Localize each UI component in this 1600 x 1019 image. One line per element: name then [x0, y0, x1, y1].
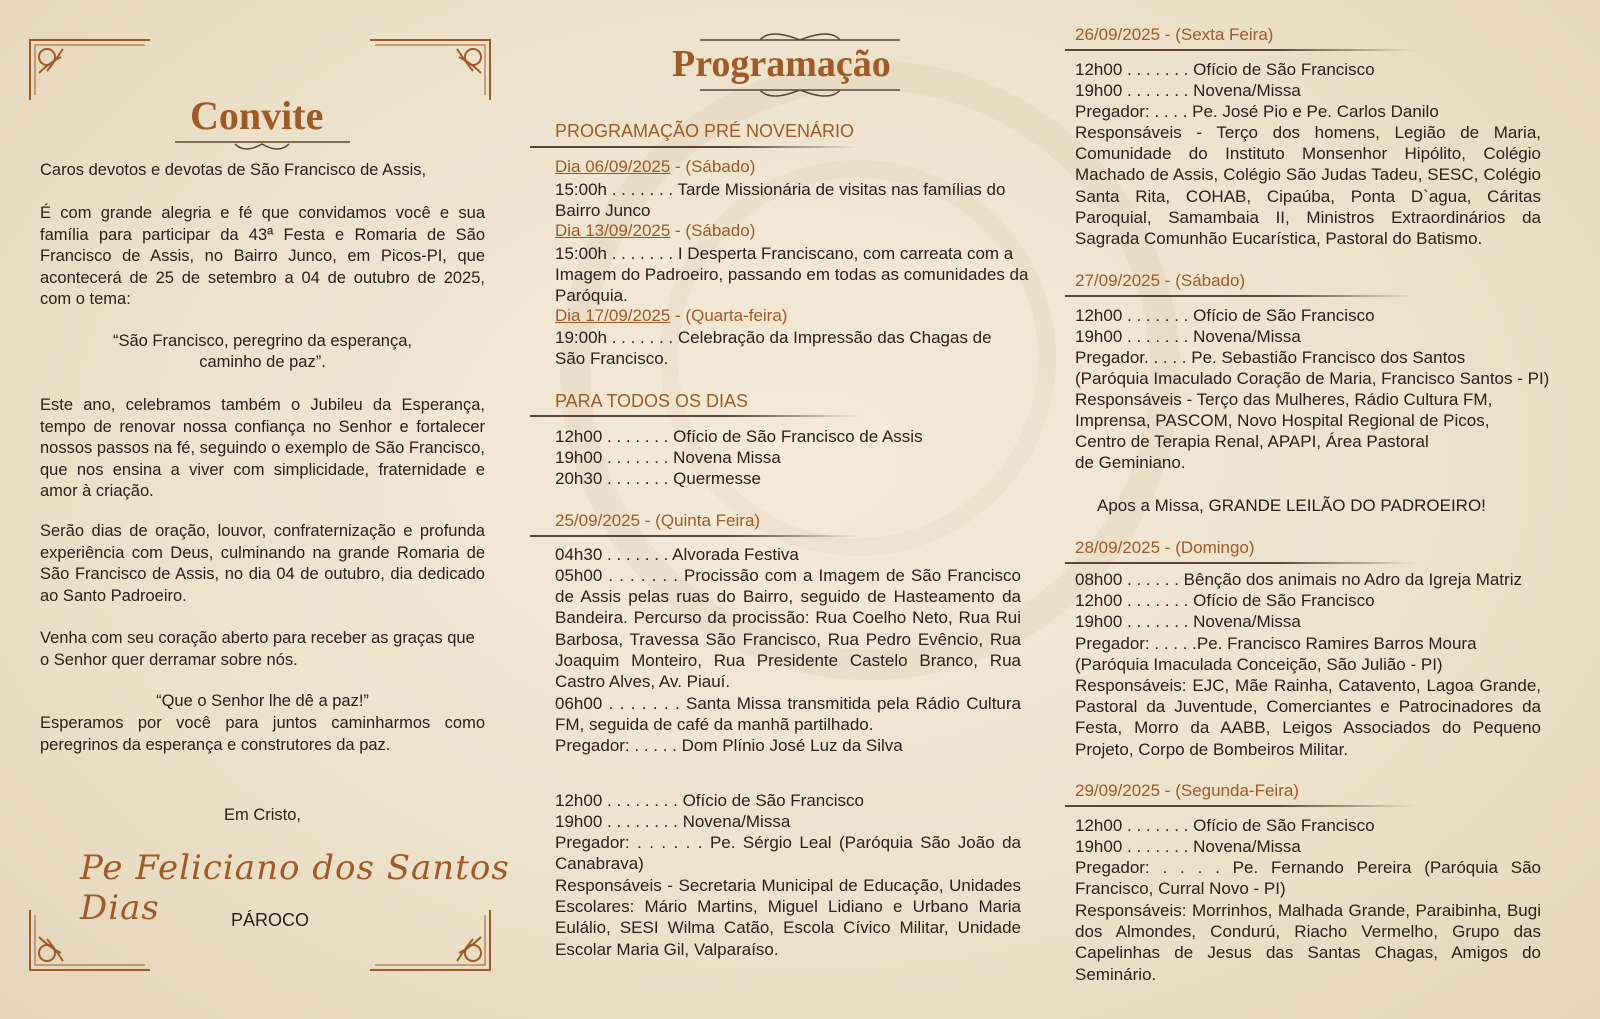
pre-day-2-line-3: Paróquia. [555, 286, 628, 305]
day-25-procession: 05h00 . . . . . . . Procissão com a Imagem de São Francisco de Assis pelas ruas do Bairro, seguido de Hasteamento da Bandeira. Percurso da procissão: Rua Coelho Neto, Rua Rui Barbosa, Travessa São Francisco, Rua Pedro Evêncio, Rua Joaquim Monteiro, Rua Presidente Castelo Branco, Rua Castro Alves, Av. Piauí. [555, 566, 1021, 692]
convite-paragraph-5: Esperamos por você para juntos caminharmos como peregrinos da esperança e construtores da paz. [40, 714, 485, 754]
pre-day-3-date: Dia 17/09/2025 - (Quarta-feira) [555, 306, 788, 325]
corner-ornament-bottom-right [365, 905, 495, 975]
day-27-resp-3: Centro de Terapia Renal, APAPI, Área Pastoral [1075, 432, 1429, 451]
day-25-line-1: 04h30 . . . . . . . Alvorada Festiva [555, 545, 799, 564]
day-25-mass: 06h00 . . . . . . . Santa Missa transmitida pela Rádio Cultura FM, seguida de café da manhã partilhado. [555, 694, 1021, 735]
day-28-title: 28/09/2025 - (Domingo) [1075, 538, 1255, 557]
day-28-divider [1065, 562, 1415, 564]
pre-novenario-title: PROGRAMAÇÃO PRÉ NOVENÁRIO [555, 121, 855, 141]
pre-day-2-line-1: 15:00h . . . . . . . I Desperta Franciscano, com carreata com a [555, 244, 1014, 263]
day-28-parish: (Paróquia Imaculada Conceição, São Julião - PI) [1075, 655, 1443, 674]
day-25-divider [530, 535, 860, 537]
day-28-line-2: 12h00 . . . . . . . Ofício de São Francisco [1075, 591, 1375, 610]
day-25-evening-line-2: 19h00 . . . . . . . . Novena/Missa [555, 812, 791, 831]
pre-day-3-line-1: 19:00h . . . . . . . Celebração da Impressão das Chagas de [555, 328, 992, 347]
day-26-preacher: Pregador: . . . . Pe. José Pio e Pe. Carlos Danilo [1075, 102, 1439, 121]
background-watermark-inner [660, 160, 1056, 556]
convite-greeting: Caros devotos e devotas de São Francisco de Assis, [40, 161, 427, 179]
pre-day-2-line-2: Imagem do Padroeiro, passando em todas as comunidades da [555, 265, 1029, 284]
day-26-line-1: 12h00 . . . . . . . Ofício de São Francisco [1075, 60, 1375, 79]
corner-ornament-top-left [25, 35, 155, 105]
convite-title: Convite [190, 93, 324, 138]
day-28-preacher: Pregador: . . . . .Pe. Francisco Ramires Barros Moura [1075, 634, 1477, 653]
day-27-preacher: Pregador. . . . . Pe. Sebastião Francisco dos Santos [1075, 348, 1466, 367]
pre-day-1-line-1: 15:00h . . . . . . . Tarde Missionária de visitas nas famílias do [555, 180, 1006, 199]
convite-theme-line-1: “São Francisco, peregrino da esperança, [113, 332, 412, 350]
convite-closing: Em Cristo, [223, 806, 301, 824]
day-25-evening-preacher: Pregador: . . . . . . Pe. Sérgio Leal (Paróquia São João da Canabrava) [555, 833, 1021, 874]
programacao-bottom-flourish [700, 84, 900, 102]
day-26-line-2: 19h00 . . . . . . . Novena/Missa [1075, 81, 1301, 100]
convite-paragraph-3: Serão dias de oração, louvor, confraternização e profunda experiência com Deus, culminando na grande Romaria de São Francisco de Assis, no dia 04 de outubro, dia dedicado ao Santo Padroeiro. [40, 522, 485, 605]
day-28-line-3: 19h00 . . . . . . . Novena/Missa [1075, 612, 1301, 631]
day-25-responsaveis: Responsáveis - Secretaria Municipal de Educação, Unidades Escolares: Mário Martins, Miguel Lidiano e Urbano Maria Eulálio, SESI Wilma Catão, Escola Cívico Militar, Unidade Escolar Maria Gil, Valparaíso. [555, 876, 1021, 959]
convite-paragraph-4: Venha com seu coração aberto para receber as graças que o Senhor quer derramar sobre nós. [40, 629, 475, 669]
pre-day-2-date: Dia 13/09/2025 - (Sábado) [555, 221, 756, 240]
day-27-parish: (Paróquia Imaculado Coração de Maria, Francisco Santos - PI) [1075, 369, 1550, 388]
day-26-title: 26/09/2025 - (Sexta Feira) [1075, 25, 1274, 44]
todos-os-dias-divider [530, 415, 860, 417]
convite-paragraph-1: É com grande alegria e fé que convidamos você e sua família para participar da 43ª Festa e Romaria de São Francisco de Assis, no Bairro Junco, em Picos-PI, que acontecerá de 25 de setembro a 04 de outubro de 2025, com o tema: [40, 204, 485, 308]
day-25-preacher: Pregador: . . . . . Dom Plínio José Luz da Silva [555, 736, 903, 755]
day-27-title: 27/09/2025 - (Sábado) [1075, 271, 1246, 290]
priest-role: PÁROCO [230, 910, 309, 930]
day-27-line-1: 12h00 . . . . . . . Ofício de São Francisco [1075, 306, 1375, 325]
priest-signature: Pe Feliciano dos Santos Dias [80, 848, 510, 928]
day-27-resp-1: Responsáveis - Terço das Mulheres, Rádio Cultura FM, [1075, 390, 1493, 409]
pre-day-3-line-2: São Francisco. [555, 349, 669, 368]
day-28-line-1: 08h00 . . . . . . Bênção dos animais no Adro da Igreja Matriz [1075, 570, 1522, 589]
day-25-evening-line-1: 12h00 . . . . . . . . Ofício de São Francisco [555, 791, 864, 810]
day-26-responsaveis: Responsáveis - Terço dos homens, Legião de Maria, Comunidade do Instituto Monsenhor Hipólito, Colégio Machado de Assis, Colégio São Judas Tadeu, SESC, Colégio Santa Rita, COHAB, Cipaúba, Ponta D`agua, Cáritas Paroquial, Samambaia II, Ministros Extraordinários da Sagrada Comunhão Eucarística, Pastoral do Batismo. [1075, 123, 1541, 249]
day-29-line-2: 19h00 . . . . . . . Novena/Missa [1075, 837, 1301, 856]
corner-ornament-top-right [365, 35, 495, 105]
todos-line-3: 20h30 . . . . . . . Quermesse [555, 469, 761, 488]
corner-ornament-bottom-left [25, 905, 155, 975]
todos-line-2: 19h00 . . . . . . . Novena Missa [555, 448, 781, 467]
day-29-responsaveis: Responsáveis: Morrinhos, Malhada Grande, Paraibinha, Bugi dos Almondes, Condurú, Riacho Vermelho, Grupo das Capelinhas de Jesus das Santas Chagas, Amigos do Seminário. [1075, 901, 1541, 984]
leilao-announcement: Apos a Missa, GRANDE LEILÃO DO PADROEIRO! [1097, 496, 1486, 515]
day-27-divider [1065, 295, 1415, 297]
day-29-line-1: 12h00 . . . . . . . Ofício de São Francisco [1075, 816, 1375, 835]
day-27-resp-2: Imprensa, PASCOM, Novo Hospital Regional de Picos, [1075, 411, 1490, 430]
day-29-preacher: Pregador: . . . . Pe. Fernando Pereira (Paróquia São Francisco, Curral Novo - PI) [1075, 858, 1541, 899]
day-26-divider [1065, 49, 1415, 51]
todos-line-1: 12h00 . . . . . . . Ofício de São Francisco de Assis [555, 427, 923, 446]
pre-day-1-date: Dia 06/09/2025 - (Sábado) [555, 157, 756, 176]
convite-paragraph-2: Este ano, celebramos também o Jubileu da Esperança, tempo de renovar nossa confiança no Senhor e fortalecer nossos passos na fé, seguindo o exemplo de São Francisco, que nos ensina a viver com simplicidade, fraternidade e amor à criação. [40, 396, 485, 500]
convite-theme-line-2: caminho de paz”. [199, 353, 326, 371]
pre-day-1-line-2: Bairro Junco [555, 201, 651, 220]
convite-blessing: “Que o Senhor lhe dê a paz!” [156, 692, 369, 710]
programacao-title: Programação [672, 43, 891, 85]
day-29-divider [1065, 805, 1415, 807]
day-29-title: 29/09/2025 - (Segunda-Feira) [1075, 781, 1299, 800]
todos-os-dias-title: PARA TODOS OS DIAS [555, 391, 749, 411]
pre-novenario-divider [530, 146, 860, 148]
day-27-resp-4: de Geminiano. [1075, 453, 1186, 472]
title-flourish [175, 134, 350, 154]
day-28-responsaveis: Responsáveis: EJC, Mãe Rainha, Catavento, Lagoa Grande, Pastoral da Juventude, Comerciantes e Patrocinadores da Festa, Morro da AABB, Leigos Associados do Pequeno Projeto, Corpo de Bombeiros Militar. [1075, 676, 1541, 759]
day-25-title: 25/09/2025 - (Quinta Feira) [555, 511, 761, 530]
day-27-line-2: 19h00 . . . . . . . Novena/Missa [1075, 327, 1301, 346]
